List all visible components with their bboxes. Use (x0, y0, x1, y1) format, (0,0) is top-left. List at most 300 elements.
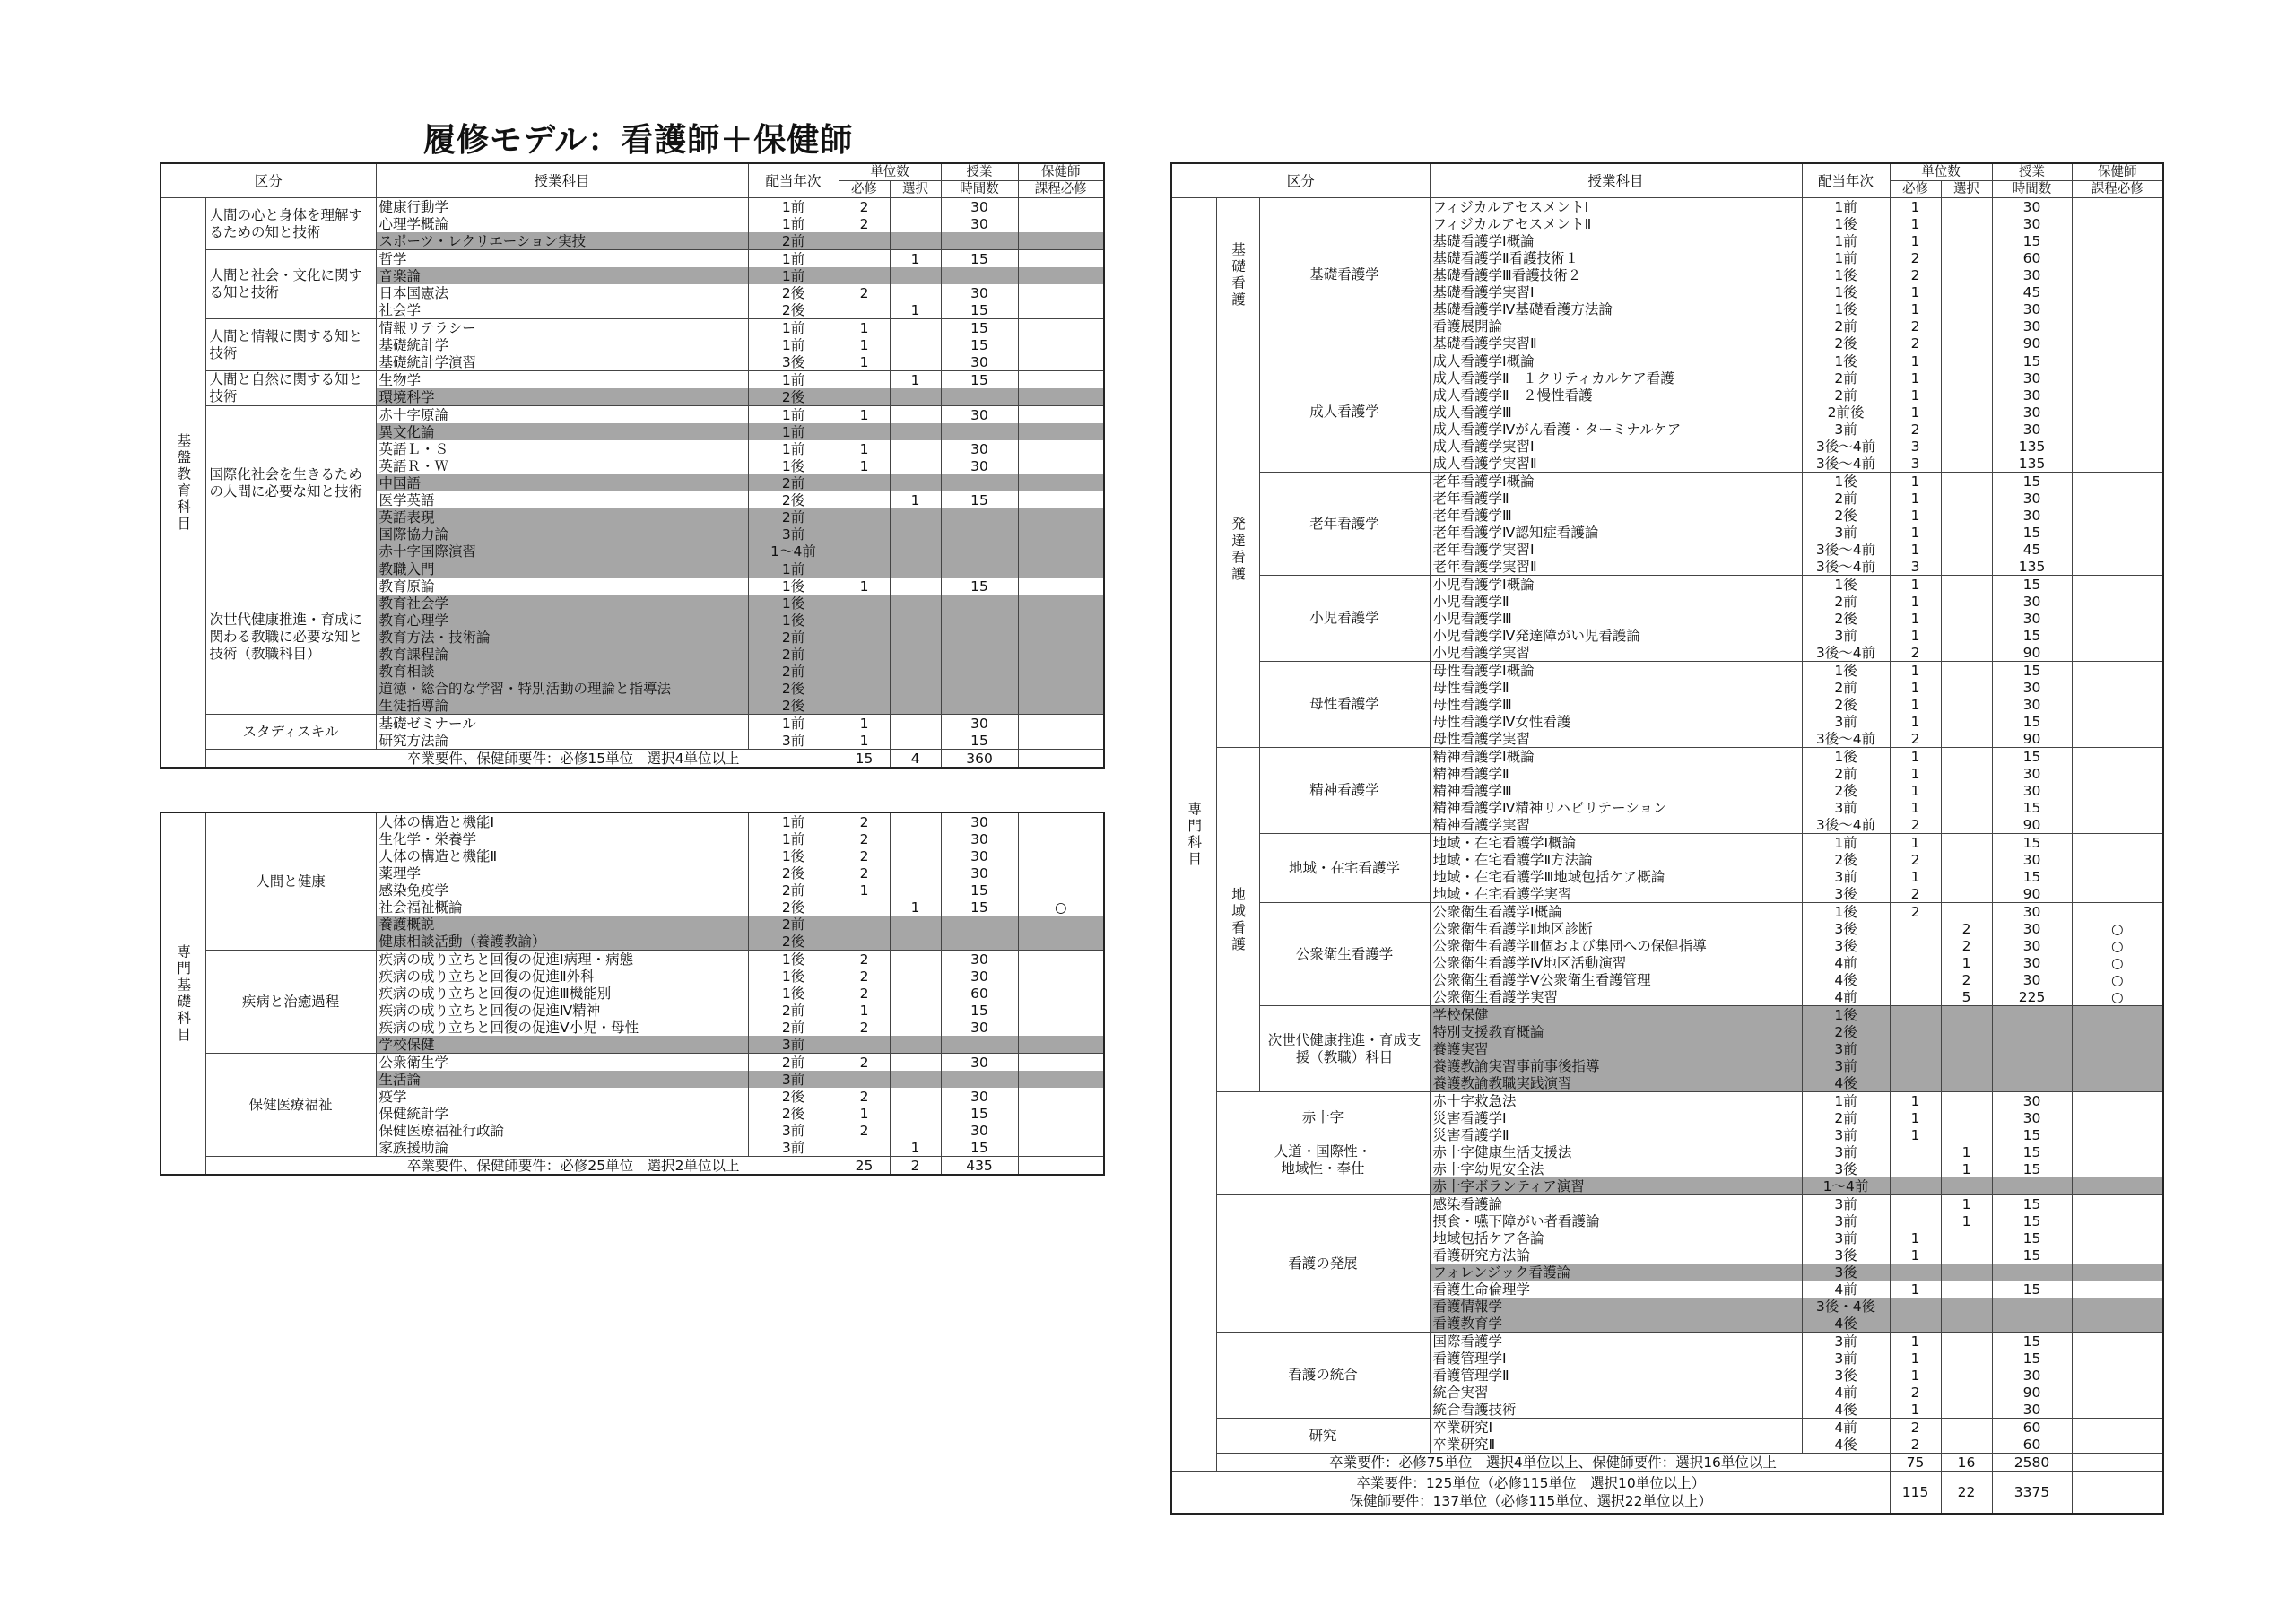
course-elective-units (1941, 885, 1992, 903)
course-year: 3後 (1802, 920, 1890, 937)
course-name: 英語Ｒ・Ｗ (376, 457, 748, 474)
course-hours: 30 (1992, 903, 2072, 921)
course-elective-units (890, 847, 941, 864)
course-year: 2前 (1802, 317, 1890, 334)
summary-elective: 16 (1941, 1454, 1992, 1472)
course-name: 公衆衛生看護学実習 (1430, 988, 1802, 1006)
course-hours (941, 525, 1018, 543)
course-elective-units (1941, 730, 1992, 748)
summary-ph (1018, 750, 1104, 769)
header-elective: 選択 (890, 181, 941, 198)
course-year: 2後 (748, 680, 839, 697)
course-year: 3後 (1802, 885, 1890, 903)
course-hours: 30 (941, 830, 1018, 847)
course-ph-required (1018, 198, 1104, 216)
course-elective-units: 2 (1941, 920, 1992, 937)
table-specialized (1170, 162, 2164, 1515)
course-required-units (839, 508, 890, 525)
course-elective-units (1941, 386, 1992, 404)
course-name: フィジカルアセスメントⅠ (1430, 198, 1802, 216)
table-row (161, 250, 1104, 268)
total-row (1171, 1472, 2163, 1515)
course-elective-units: 2 (1941, 971, 1992, 988)
course-hours: 30 (1992, 369, 2072, 386)
course-ph-required (1018, 1105, 1104, 1122)
course-ph-required (1018, 1019, 1104, 1036)
course-elective-units (1941, 541, 1992, 558)
course-hours: 90 (1992, 644, 2072, 662)
course-required-units: 2 (1890, 1436, 1941, 1454)
course-name: 赤十字救急法 (1430, 1092, 1802, 1110)
course-hours: 15 (941, 1105, 1018, 1122)
course-ph-required (2072, 369, 2163, 386)
course-ph-required (2072, 593, 2163, 610)
group-label: 老年看護学 (1259, 473, 1430, 576)
course-name: 教育社会学 (376, 595, 748, 612)
course-year: 1前 (748, 336, 839, 353)
course-year: 2後 (1802, 782, 1890, 799)
course-year: 1前 (1802, 198, 1890, 216)
course-required-units: 1 (1890, 868, 1941, 885)
course-ph-required (1018, 595, 1104, 612)
course-year: 1前 (748, 319, 839, 337)
course-elective-units (890, 423, 941, 440)
course-year: 3前 (748, 1036, 839, 1054)
course-name: 赤十字国際演習 (376, 543, 748, 560)
course-ph-required (1018, 646, 1104, 663)
course-ph-required (1018, 508, 1104, 525)
course-elective-units (890, 1122, 941, 1139)
course-ph-required (2072, 1350, 2163, 1367)
course-elective-units (1941, 1006, 1992, 1024)
course-ph-required (2072, 421, 2163, 438)
course-name: 摂食・嚥下障がい者看護論 (1430, 1212, 1802, 1229)
course-ph-required (2072, 249, 2163, 266)
course-required-units: 2 (1890, 903, 1941, 921)
course-name: 母性看護学Ⅲ (1430, 696, 1802, 713)
course-elective-units (1941, 782, 1992, 799)
course-required-units: 2 (839, 847, 890, 864)
course-year: 4前 (1802, 1281, 1890, 1298)
course-required-units: 2 (1890, 266, 1941, 283)
course-required-units: 1 (1890, 1401, 1941, 1419)
course-name: 社会学 (376, 301, 748, 319)
course-required-units (839, 423, 890, 440)
course-name: 感染免疫学 (376, 881, 748, 899)
course-elective-units (890, 697, 941, 715)
course-elective-units (890, 474, 941, 491)
course-elective-units (1941, 473, 1992, 491)
course-required-units: 1 (1890, 404, 1941, 421)
course-hours (1992, 1006, 2072, 1024)
course-elective-units (1941, 1126, 1992, 1143)
course-elective-units (890, 663, 941, 680)
course-year: 1前 (748, 371, 839, 389)
course-hours (1992, 1057, 2072, 1074)
summary-ph (1018, 1157, 1104, 1176)
course-ph-required (2072, 455, 2163, 473)
course-year: 1前 (1802, 232, 1890, 249)
course-hours: 30 (941, 951, 1018, 968)
course-year: 2後 (748, 697, 839, 715)
course-elective-units (890, 232, 941, 250)
course-year: 2前後 (1802, 404, 1890, 421)
course-ph-required (1018, 284, 1104, 301)
course-hours (941, 1071, 1018, 1088)
course-required-units: 1 (1890, 541, 1941, 558)
course-name: 保健統計学 (376, 1105, 748, 1122)
course-required-units (839, 250, 890, 268)
course-elective-units (890, 440, 941, 457)
course-required-units: 1 (1890, 198, 1941, 216)
course-year: 2後 (748, 1105, 839, 1122)
course-name: 哲学 (376, 250, 748, 268)
course-ph-required (2072, 1212, 2163, 1229)
table-row (1171, 198, 2163, 216)
course-elective-units (1941, 1350, 1992, 1367)
course-hours (941, 388, 1018, 406)
course-year: 1後 (748, 457, 839, 474)
course-elective-units (1941, 438, 1992, 455)
group-label: 国際化社会を生きるための人間に必要な知と技術 (205, 406, 376, 560)
course-hours: 30 (941, 284, 1018, 301)
course-required-units (839, 663, 890, 680)
course-hours: 30 (941, 847, 1018, 864)
course-name: 生化学・栄養学 (376, 830, 748, 847)
course-required-units: 2 (839, 830, 890, 847)
course-required-units: 1 (839, 732, 890, 750)
course-ph-required (2072, 232, 2163, 249)
course-name: 老年看護学実習Ⅰ (1430, 541, 1802, 558)
course-required-units: 1 (1890, 610, 1941, 627)
course-elective-units (890, 595, 941, 612)
course-elective-units: 1 (890, 250, 941, 268)
course-elective-units (1941, 679, 1992, 696)
course-year: 3後～4前 (1802, 816, 1890, 834)
course-year: 2後 (748, 284, 839, 301)
course-required-units: 2 (839, 1122, 890, 1139)
course-required-units: 1 (1890, 524, 1941, 541)
course-elective-units (1941, 868, 1992, 885)
course-hours: 15 (1992, 834, 2072, 852)
table-row (1171, 834, 2163, 852)
course-elective-units (1941, 249, 1992, 266)
table-row (161, 715, 1104, 733)
course-required-units: 1 (1890, 765, 1941, 782)
course-hours: 15 (941, 1139, 1018, 1157)
course-ph-required (2072, 215, 2163, 232)
course-ph-required (2072, 317, 2163, 334)
header-hours-2: 時間数 (941, 181, 1018, 198)
course-year: 1後 (1802, 903, 1890, 921)
course-required-units: 1 (1890, 748, 1941, 766)
course-elective-units (890, 198, 941, 216)
course-name: 統合看護技術 (1430, 1401, 1802, 1419)
course-year: 2後 (748, 301, 839, 319)
course-required-units: 2 (1890, 334, 1941, 352)
course-elective-units (1941, 1040, 1992, 1057)
course-ph-required (1018, 560, 1104, 578)
course-elective-units (1941, 404, 1992, 421)
course-required-units: 1 (1890, 1333, 1941, 1350)
course-ph-required (2072, 662, 2163, 680)
course-year: 3後 (1802, 1160, 1890, 1177)
course-hours: 60 (941, 985, 1018, 1002)
course-hours: 15 (1992, 1143, 2072, 1160)
course-year: 3前 (1802, 421, 1890, 438)
course-elective-units (1941, 1264, 1992, 1281)
table-row (1171, 1092, 2163, 1110)
course-name: 基礎看護学Ⅲ看護技術２ (1430, 266, 1802, 283)
summary-hours: 360 (941, 750, 1018, 769)
course-ph-required (2072, 1040, 2163, 1057)
course-hours (941, 916, 1018, 933)
course-required-units (839, 595, 890, 612)
course-name: 基礎看護学実習Ⅰ (1430, 283, 1802, 300)
course-required-units: 1 (1890, 1229, 1941, 1246)
course-elective-units (1941, 352, 1992, 370)
course-hours: 15 (1992, 627, 2072, 644)
course-required-units (1890, 1057, 1941, 1074)
course-name: 英語表現 (376, 508, 748, 525)
course-ph-required (1018, 916, 1104, 933)
group-label: 精神看護学 (1259, 748, 1430, 834)
course-required-units (839, 301, 890, 319)
course-elective-units (1941, 490, 1992, 507)
course-ph-required: ○ (2072, 920, 2163, 937)
course-hours: 135 (1992, 438, 2072, 455)
course-name: 薬理学 (376, 864, 748, 881)
course-year: 3前 (748, 732, 839, 750)
course-year: 1前 (748, 198, 839, 216)
header-year: 配当年次 (1802, 163, 1890, 198)
course-elective-units (890, 646, 941, 663)
course-name: 公衆衛生学 (376, 1054, 748, 1072)
course-hours: 15 (1992, 1333, 2072, 1350)
course-year: 4前 (1802, 1384, 1890, 1401)
course-name: 老年看護学Ⅰ概論 (1430, 473, 1802, 491)
course-hours: 15 (941, 491, 1018, 508)
table-row (1171, 903, 2163, 921)
course-year: 2前 (748, 646, 839, 663)
course-ph-required (1018, 267, 1104, 284)
course-name: 感染看護論 (1430, 1195, 1802, 1213)
course-required-units (1890, 1006, 1941, 1024)
course-hours: 135 (1992, 558, 2072, 576)
course-hours: 30 (1992, 198, 2072, 216)
course-required-units: 3 (1890, 558, 1941, 576)
course-hours: 15 (941, 301, 1018, 319)
total-text (1171, 1472, 1890, 1515)
course-elective-units (1941, 765, 1992, 782)
course-year: 1後 (1802, 352, 1890, 370)
course-required-units: 1 (839, 578, 890, 595)
course-ph-required (2072, 1384, 2163, 1401)
course-ph-required (2072, 1092, 2163, 1110)
course-hours: 15 (1992, 713, 2072, 730)
course-hours: 30 (941, 1122, 1018, 1139)
course-elective-units (1941, 748, 1992, 766)
course-hours (941, 680, 1018, 697)
course-required-units (839, 629, 890, 646)
course-hours: 30 (941, 440, 1018, 457)
course-name: 社会福祉概論 (376, 899, 748, 916)
course-required-units (1890, 1023, 1941, 1040)
course-year: 3前 (1802, 1143, 1890, 1160)
course-hours: 30 (1992, 421, 2072, 438)
course-ph-required (2072, 1281, 2163, 1298)
course-year: 2後 (748, 1088, 839, 1105)
course-name: 赤十字ボランティア演習 (1430, 1177, 1802, 1195)
course-ph-required (1018, 353, 1104, 371)
course-hours: 30 (941, 198, 1018, 216)
course-elective-units (1941, 1246, 1992, 1264)
course-required-units: 1 (1890, 386, 1941, 404)
course-hours: 30 (1992, 215, 2072, 232)
course-name: 環境科学 (376, 388, 748, 406)
course-required-units: 1 (839, 457, 890, 474)
course-ph-required (2072, 730, 2163, 748)
course-elective-units (890, 732, 941, 750)
course-required-units: 1 (1890, 834, 1941, 852)
course-ph-required (2072, 1229, 2163, 1246)
summary-hours: 435 (941, 1157, 1018, 1176)
course-year: 1後 (1802, 473, 1890, 491)
course-ph-required (2072, 713, 2163, 730)
table-row (1171, 748, 2163, 766)
course-hours: 15 (1992, 1246, 2072, 1264)
course-ph-required (1018, 1054, 1104, 1072)
area-label: 地域看護 (1216, 748, 1259, 1092)
course-elective-units (1941, 334, 1992, 352)
course-name: 看護研究方法論 (1430, 1246, 1802, 1264)
course-year: 2後 (1802, 851, 1890, 868)
course-name: 小児看護学Ⅱ (1430, 593, 1802, 610)
course-hours: 30 (1992, 266, 2072, 283)
course-name: 保健医療福祉行政論 (376, 1122, 748, 1139)
course-elective-units (890, 916, 941, 933)
header-required: 必修 (839, 181, 890, 198)
course-year: 4後 (1802, 1436, 1890, 1454)
course-elective-units (1941, 1384, 1992, 1401)
course-required-units: 1 (839, 319, 890, 337)
course-required-units: 1 (1890, 1281, 1941, 1298)
course-required-units: 1 (1890, 593, 1941, 610)
course-elective-units (1941, 232, 1992, 249)
table-row (1171, 662, 2163, 680)
course-elective-units: 1 (890, 301, 941, 319)
course-hours: 15 (1992, 799, 2072, 816)
course-name: 公衆衛生看護学Ⅲ個および集団への保健指導 (1430, 937, 1802, 954)
course-hours: 30 (941, 353, 1018, 371)
course-elective-units (890, 812, 941, 830)
course-ph-required (1018, 830, 1104, 847)
course-ph-required (2072, 627, 2163, 644)
course-elective-units: 1 (1941, 1212, 1992, 1229)
course-required-units: 1 (1890, 1246, 1941, 1264)
course-name: 看護展開論 (1430, 317, 1802, 334)
course-elective-units (890, 715, 941, 733)
header-hours-1: 授業 (1992, 163, 2072, 181)
course-hours: 30 (941, 1019, 1018, 1036)
course-year: 2後 (1802, 696, 1890, 713)
course-ph-required (1018, 1139, 1104, 1157)
course-year: 3後～4前 (1802, 438, 1890, 455)
course-elective-units (1941, 1074, 1992, 1092)
course-ph-required (2072, 1264, 2163, 1281)
course-name: 看護管理学Ⅱ (1430, 1367, 1802, 1384)
course-elective-units (1941, 644, 1992, 662)
course-hours: 15 (1992, 662, 2072, 680)
course-ph-required (1018, 525, 1104, 543)
total-line-2: 保健師要件：137単位（必修115単位、選択22単位以上） (1349, 1493, 1712, 1509)
course-year: 1後 (1802, 283, 1890, 300)
course-year: 1前 (748, 423, 839, 440)
header-subject: 授業科目 (1430, 163, 1802, 198)
course-required-units: 1 (1890, 369, 1941, 386)
course-elective-units (1941, 1281, 1992, 1298)
course-required-units (839, 525, 890, 543)
course-hours: 30 (941, 215, 1018, 232)
course-name: 災害看護学Ⅰ (1430, 1109, 1802, 1126)
course-elective-units: 1 (890, 1139, 941, 1157)
course-required-units (839, 543, 890, 560)
course-name: 基礎統計学演習 (376, 353, 748, 371)
course-ph-required (1018, 336, 1104, 353)
course-year: 2前 (1802, 765, 1890, 782)
course-ph-required (2072, 300, 2163, 317)
course-name: 生徒指導論 (376, 697, 748, 715)
course-required-units: 2 (839, 1054, 890, 1072)
course-year: 2後 (1802, 1023, 1890, 1040)
summary-elective: 4 (890, 750, 941, 769)
header-ph-2: 課程必修 (2072, 181, 2163, 198)
course-name: 教育相談 (376, 663, 748, 680)
course-ph-required (1018, 864, 1104, 881)
course-hours: 30 (1992, 404, 2072, 421)
course-elective-units (1941, 369, 1992, 386)
course-elective-units (1941, 662, 1992, 680)
table-basic-education (160, 162, 1105, 769)
course-elective-units: 1 (1941, 1143, 1992, 1160)
course-year: 1前 (748, 215, 839, 232)
course-name: 赤十字健康生活支援法 (1430, 1143, 1802, 1160)
course-required-units: 1 (839, 881, 890, 899)
course-name: 英語Ｌ・Ｓ (376, 440, 748, 457)
course-ph-required (2072, 1298, 2163, 1315)
table-row (161, 319, 1104, 337)
course-name: 特別支援教育概論 (1430, 1023, 1802, 1040)
course-year: 2前 (1802, 369, 1890, 386)
table-row (1171, 1333, 2163, 1350)
course-year: 4前 (1802, 954, 1890, 971)
course-ph-required (2072, 903, 2163, 921)
course-name: 人体の構造と機能Ⅰ (376, 812, 748, 830)
course-year: 4後 (1802, 971, 1890, 988)
course-hours: 15 (941, 250, 1018, 268)
course-year: 1前 (748, 440, 839, 457)
course-name: フィジカルアセスメントⅡ (1430, 215, 1802, 232)
group-label: 地域・在宅看護学 (1259, 834, 1430, 903)
group-label: 次世代健康推進・育成に関わる教職に必要な知と技術（教職科目） (205, 560, 376, 715)
course-name: 生活論 (376, 1071, 748, 1088)
course-name: 老年看護学Ⅳ認知症看護論 (1430, 524, 1802, 541)
course-year: 2後 (1802, 507, 1890, 524)
course-ph-required (2072, 266, 2163, 283)
course-name: 国際協力論 (376, 525, 748, 543)
category-label: 基盤教育科目 (161, 198, 205, 769)
course-hours: 15 (1992, 748, 2072, 766)
